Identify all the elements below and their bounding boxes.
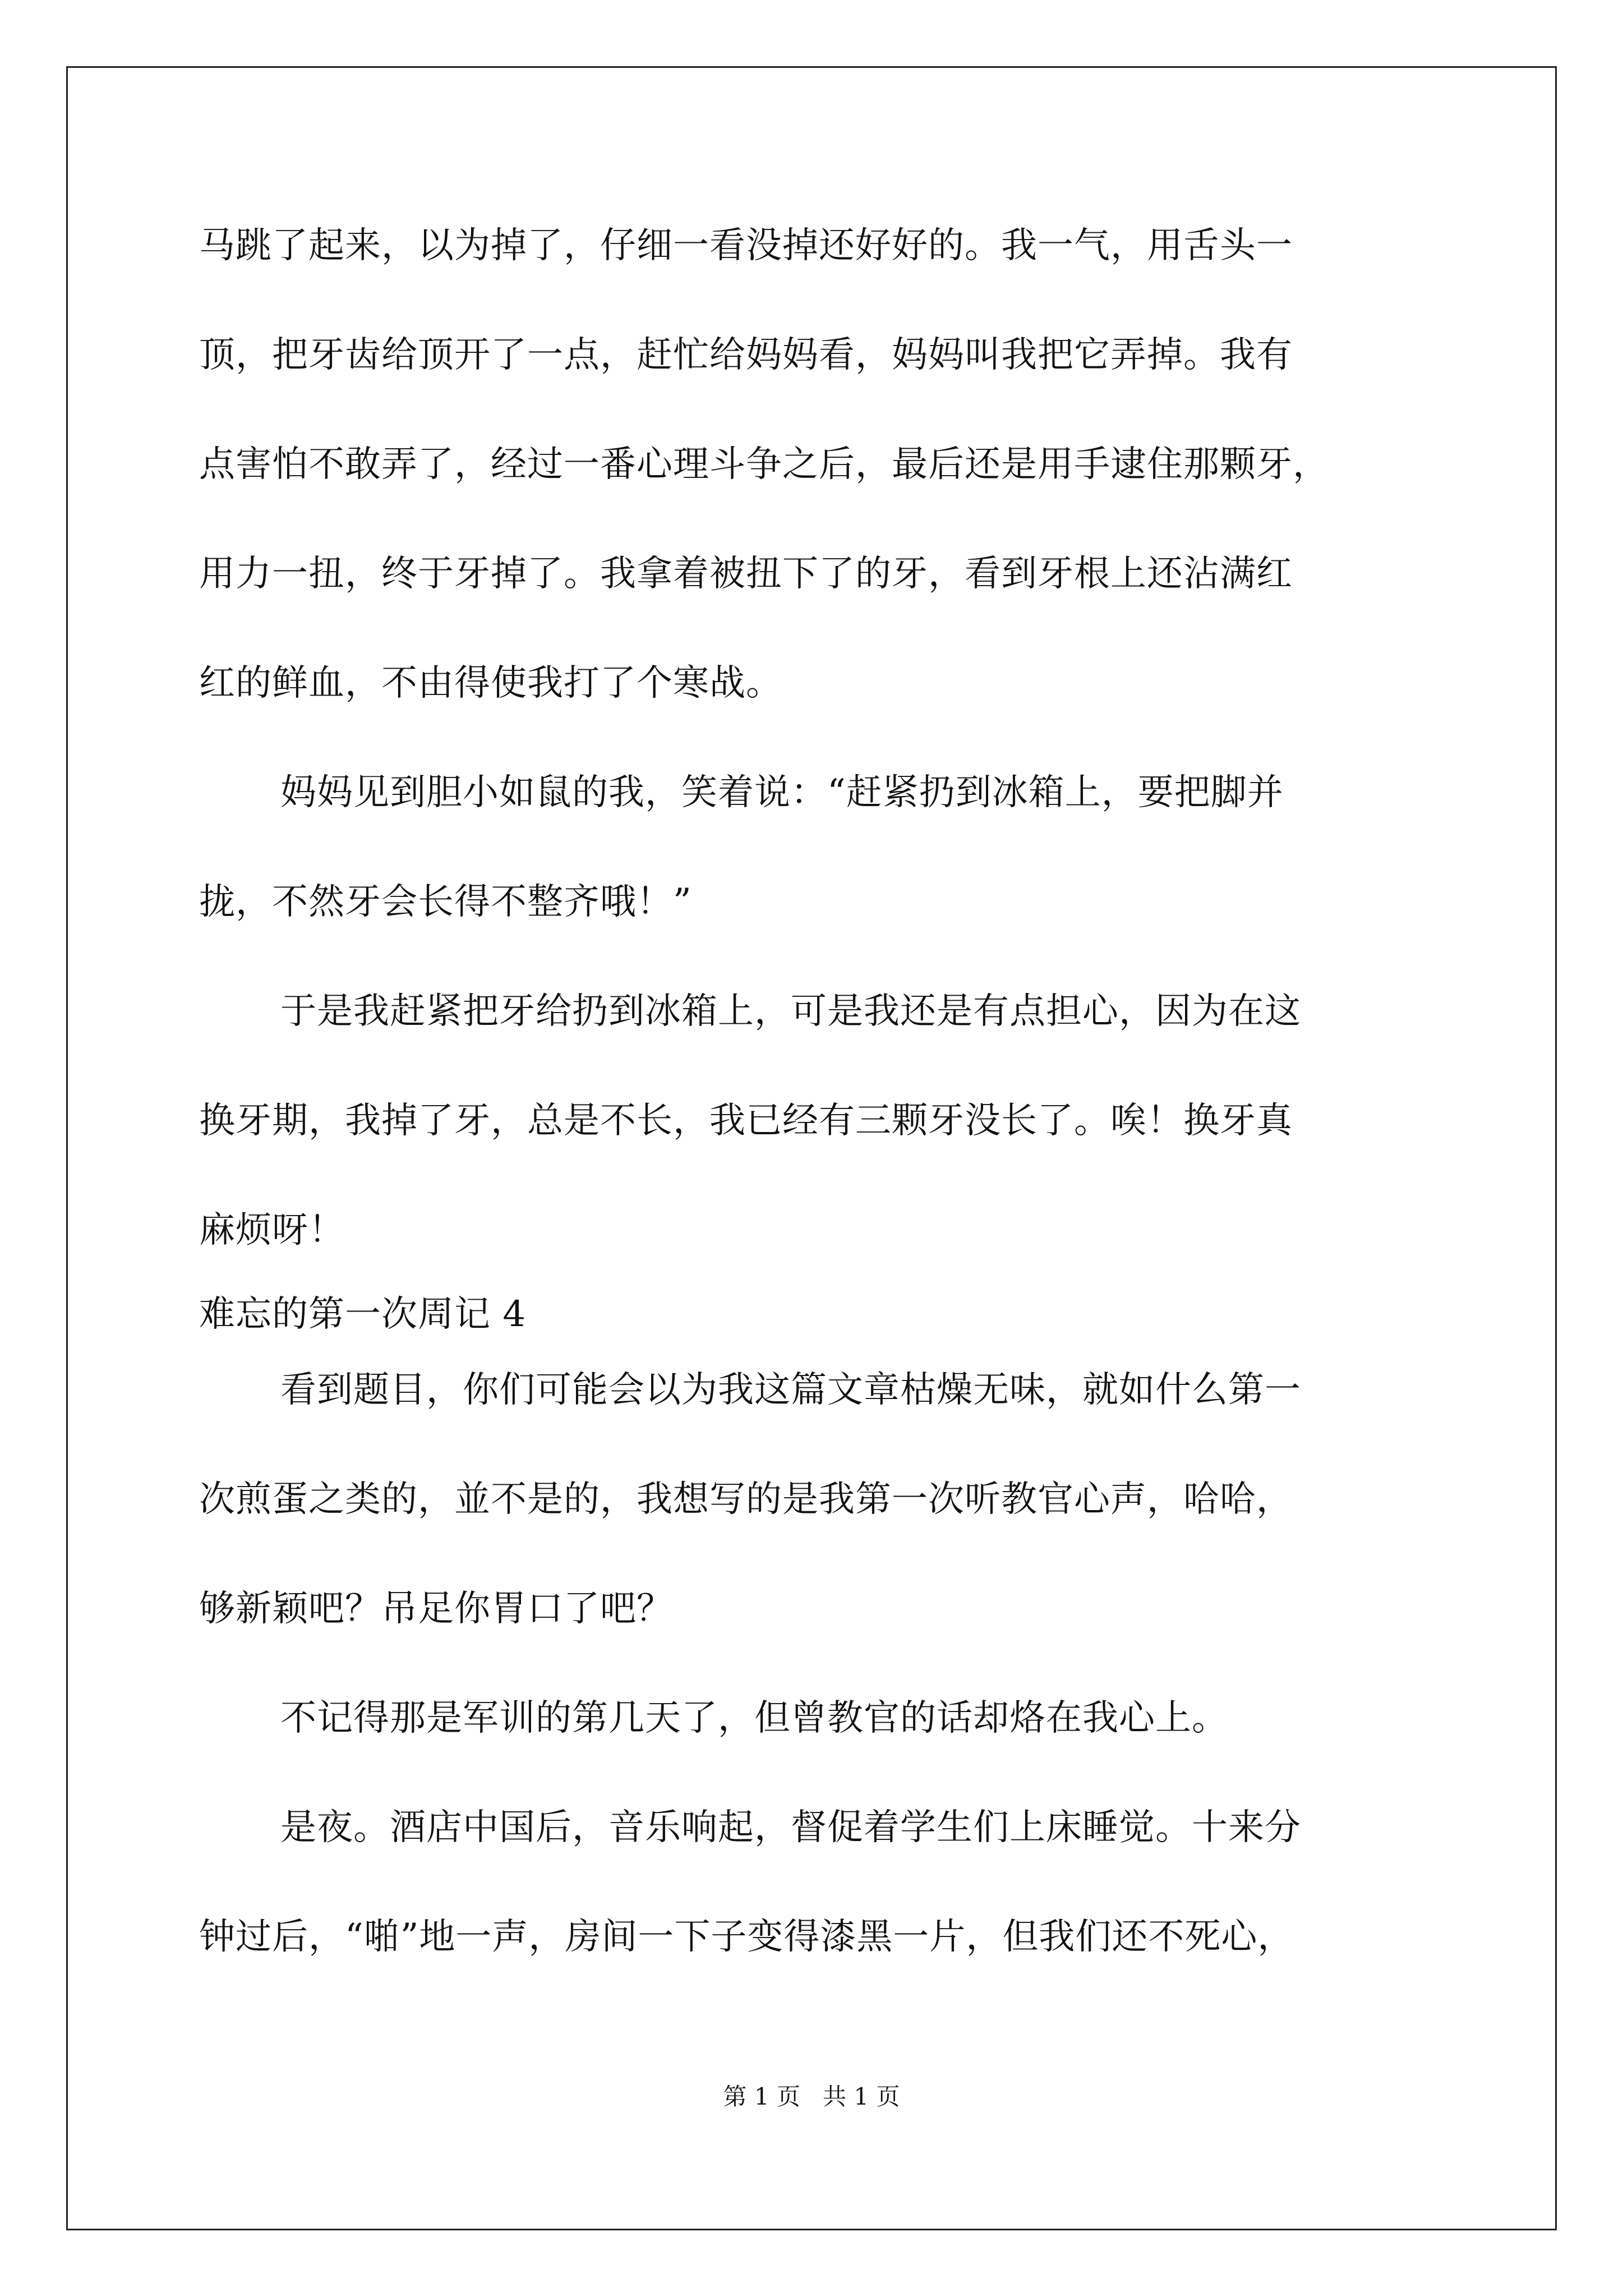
body-line: 麻烦呀！ (199, 1209, 345, 1251)
paragraph-first-line: 于是我赶紧把牙给扔到冰箱上，可是我还是有点担心，因为在这 (280, 991, 1301, 1032)
body-line: 顶，把牙齿给顶开了一点，赶忙给妈妈看，妈妈叫我把它弄掉。我有 (199, 334, 1293, 376)
paragraph-first-line: 是夜。酒店中国后，音乐响起，督促着学生们上床睡觉。十来分 (280, 1807, 1301, 1848)
body-line: 马跳了起来，以为掉了，仔细一看没掉还好好的。我一气，用舌头一 (199, 225, 1293, 266)
body-line: 次煎蛋之类的，並不是的，我想写的是我第一次听教官心声，哈哈， (199, 1479, 1293, 1520)
body-line: 点害怕不敢弄了，经过一番心理斗争之后，最后还是用手逮住那颗牙， (199, 444, 1329, 485)
paragraph-first-line: 不记得那是军训的第几天了，但曾教官的话却烙在我心上。 (280, 1697, 1228, 1739)
body-line: 拢，不然牙会长得不整齐哦！” (199, 881, 692, 923)
body-line: 红的鲜血，不由得使我打了个寒战。 (199, 662, 782, 704)
paragraph-first-line: 看到题目，你们可能会以为我这篇文章枯燥无味，就如什么第一 (280, 1369, 1301, 1411)
page-footer: 第 1 页 共 1 页 (723, 2083, 900, 2110)
page-border (66, 66, 1557, 2230)
body-line: 够新颖吧？吊足你胃口了吧？ (199, 1588, 673, 1630)
body-line: 钟过后，“啪”地一声，房间一下子变得漆黑一片，但我们还不死心， (199, 1916, 1294, 1958)
body-line: 用力一扭，终于牙掉了。我拿着被扭下了的牙，看到牙根上还沾满红 (199, 553, 1293, 595)
paragraph-first-line: 妈妈见到胆小如鼠的我，笑着说：“赶紧扔到冰箱上，要把脚并 (280, 772, 1284, 813)
section-heading: 难忘的第一次周记 4 (199, 1294, 527, 1335)
body-line: 换牙期，我掉了牙，总是不长，我已经有三颗牙没长了。唉！换牙真 (199, 1100, 1293, 1142)
